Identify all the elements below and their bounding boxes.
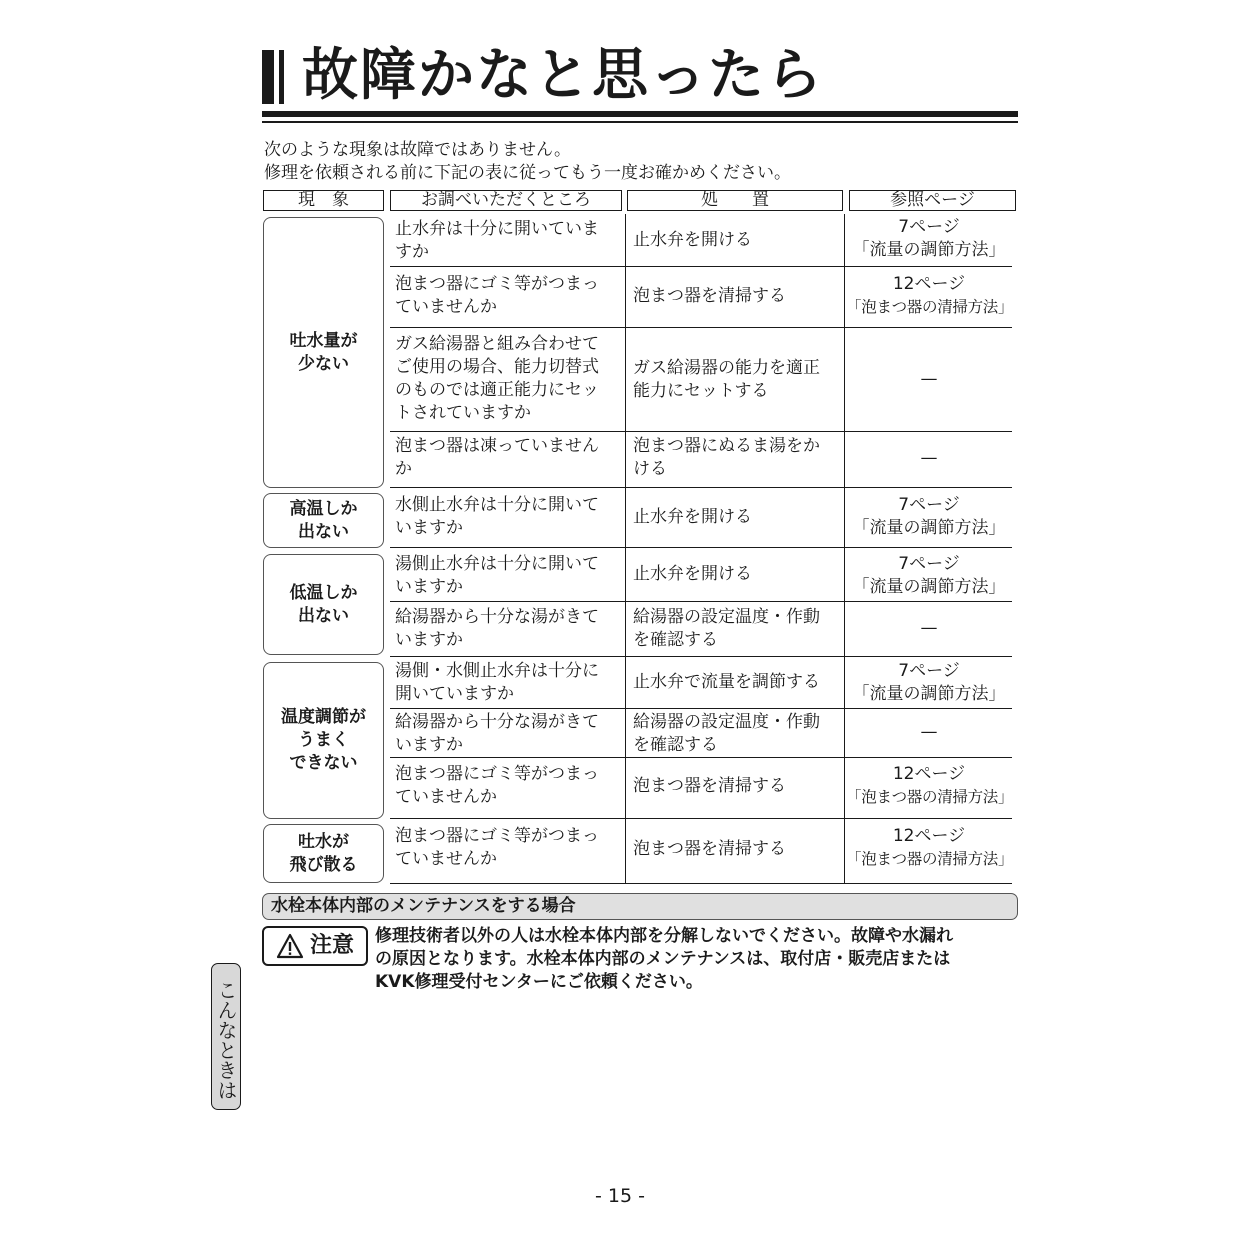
table-cell-check: 給湯器から十分な湯がきて いますか bbox=[395, 712, 599, 755]
caution-label-box bbox=[262, 926, 368, 966]
symptom-only-hot: 高温しか 出ない bbox=[263, 493, 384, 548]
header-symptom: 現 象 bbox=[263, 190, 384, 211]
caution-label: 注意 bbox=[309, 933, 354, 958]
row-divider bbox=[390, 601, 1012, 602]
symptom-only-cold: 低温しか 出ない bbox=[263, 554, 384, 655]
row-divider bbox=[390, 708, 1012, 709]
table-cell-action: 止水弁で流量を調節する bbox=[633, 672, 820, 692]
row-divider bbox=[390, 818, 1012, 819]
symptom-temp-control: 温度調節が うまく できない bbox=[263, 662, 384, 819]
table-cell-check: 泡まつ器にゴミ等がつまっ ていませんか bbox=[395, 826, 599, 869]
table-cell-action: ガス給湯器の能力を適正 能力にセットする bbox=[633, 358, 820, 401]
title-rule bbox=[262, 111, 1018, 117]
row-divider bbox=[390, 656, 1012, 657]
side-tab: こんなときは bbox=[211, 963, 241, 1110]
warning-triangle-icon bbox=[276, 933, 304, 959]
table-cell-check: 泡まつ器にゴミ等がつまっ ていませんか bbox=[395, 274, 599, 317]
table-cell-ref: — bbox=[920, 722, 938, 742]
table-cell-action: 泡まつ器を清掃する bbox=[633, 839, 786, 859]
caution-line: KVK修理受付センターにご依頼ください。 bbox=[375, 972, 703, 992]
table-cell-check: ガス給湯器と組み合わせて ご使用の場合、能力切替式 のものでは適正能力にセッ トされていますか bbox=[395, 334, 599, 423]
table-cell-check: 水側止水弁は十分に開いて いますか bbox=[395, 495, 599, 538]
table-cell-check: 湯側止水弁は十分に開いて いますか bbox=[395, 554, 599, 597]
table-cell-check: 泡まつ器は凍っていません か bbox=[395, 436, 599, 479]
title-bar-mark bbox=[262, 50, 274, 104]
header-reference: 参照ページ bbox=[849, 190, 1016, 211]
table-cell-ref: 12ページ 「泡まつ器の清掃方法」 bbox=[846, 826, 1014, 868]
table-cell-action: 泡まつ器を清掃する bbox=[633, 286, 786, 306]
caution-text bbox=[375, 925, 1020, 994]
column-divider-1 bbox=[625, 214, 626, 883]
header-action: 処 置 bbox=[627, 190, 843, 211]
table-cell-action: 泡まつ器を清掃する bbox=[633, 776, 786, 796]
row-divider bbox=[390, 431, 1012, 432]
table-cell-ref: — bbox=[920, 369, 938, 389]
table-cell-check: 給湯器から十分な湯がきて いますか bbox=[395, 607, 599, 650]
table-cell-action: 給湯器の設定温度・作動 を確認する bbox=[633, 712, 820, 755]
table-cell-ref: 7ページ 「流量の調節方法」 bbox=[852, 554, 1006, 597]
table-cell-ref: — bbox=[920, 618, 938, 638]
page-title: 故障かなと思ったら bbox=[302, 43, 824, 108]
title-bar-mark-thin bbox=[279, 50, 284, 104]
header-check: お調べいただくところ bbox=[390, 190, 622, 211]
symptom-low-flow: 吐水量が 少ない bbox=[263, 217, 384, 488]
row-divider bbox=[390, 327, 1012, 328]
table-cell-check: 泡まつ器にゴミ等がつまっ ていませんか bbox=[395, 764, 599, 807]
table-cell-action: 泡まつ器にぬるま湯をか ける bbox=[633, 436, 820, 479]
table-cell-action: 給湯器の設定温度・作動 を確認する bbox=[633, 607, 820, 650]
table-cell-action: 止水弁を開ける bbox=[633, 230, 752, 250]
table-cell-action: 止水弁を開ける bbox=[633, 564, 752, 584]
table-cell-ref: 7ページ 「流量の調節方法」 bbox=[852, 217, 1006, 260]
page-number: - 15 - bbox=[595, 1185, 645, 1207]
row-divider bbox=[390, 547, 1012, 548]
intro-line-2: 修理を依頼される前に下記の表に従ってもう一度お確かめください。 bbox=[264, 163, 791, 183]
table-cell-ref: — bbox=[920, 448, 938, 468]
title-rule-thin bbox=[262, 121, 1018, 123]
table-cell-check: 止水弁は十分に開いていま すか bbox=[395, 219, 599, 262]
intro-line-1: 次のような現象は故障ではありません。 bbox=[264, 140, 572, 160]
table-cell-ref: 12ページ 「泡まつ器の清掃方法」 bbox=[846, 274, 1014, 316]
table-cell-ref: 7ページ 「流量の調節方法」 bbox=[852, 495, 1006, 538]
table-cell-action: 止水弁を開ける bbox=[633, 507, 752, 527]
caution-line: の原因となります。水栓本体内部のメンテナンスは、取付店・販売店または bbox=[375, 949, 951, 969]
row-divider bbox=[390, 266, 1012, 267]
table-cell-ref: 7ページ 「流量の調節方法」 bbox=[852, 661, 1006, 704]
caution-line: 修理技術者以外の人は水栓本体内部を分解しないでください。故障や水漏れ bbox=[375, 926, 953, 946]
table-cell-ref: 12ページ 「泡まつ器の清掃方法」 bbox=[846, 764, 1014, 806]
table-cell-check: 湯側・水側止水弁は十分に 開いていますか bbox=[395, 661, 599, 704]
row-divider bbox=[390, 757, 1012, 758]
row-divider bbox=[390, 883, 1012, 884]
symptom-splashing: 吐水が 飛び散る bbox=[263, 824, 384, 883]
maintenance-heading: 水栓本体内部のメンテナンスをする場合 bbox=[262, 893, 1018, 920]
row-divider bbox=[390, 487, 1012, 488]
